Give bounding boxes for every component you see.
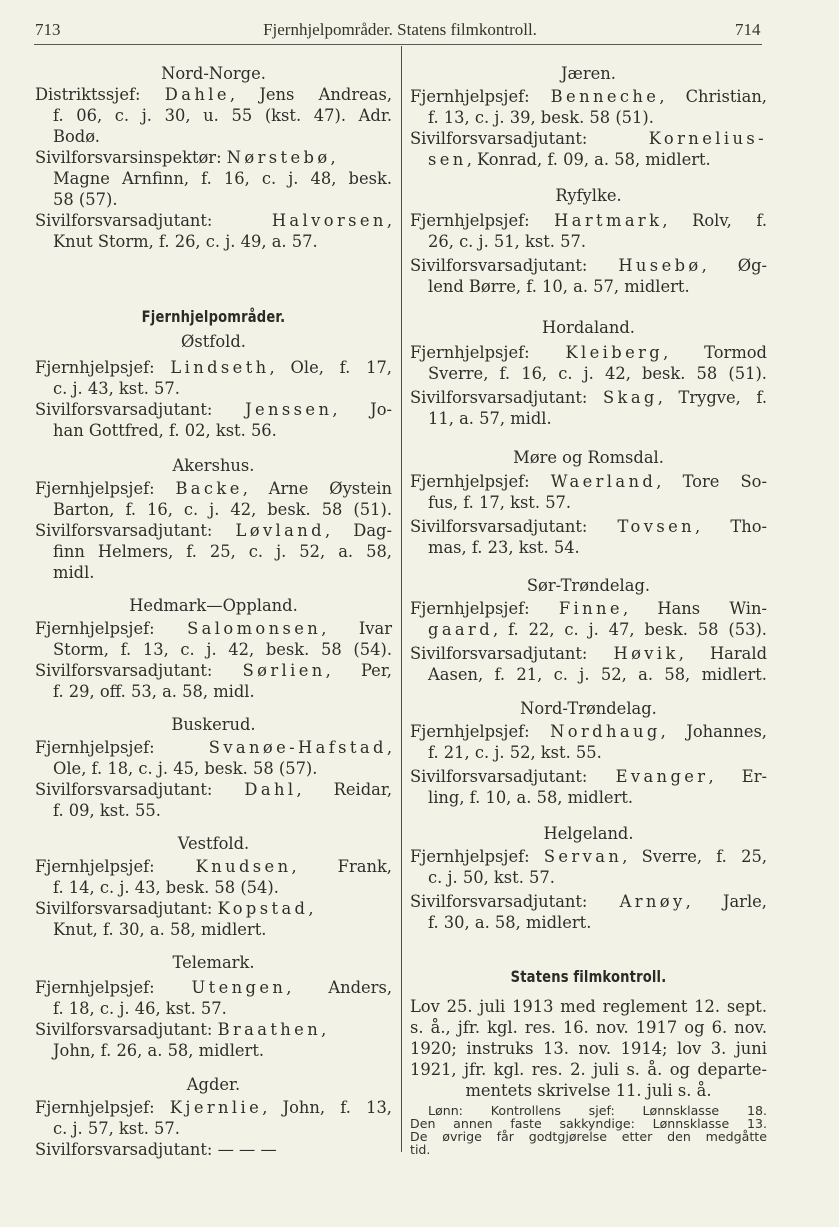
salary-line: De øvrige får godtgjørelse etter den medgåtte <box>410 1129 767 1144</box>
entry-line: 11, a. 57, midl. <box>428 409 552 428</box>
entry-line: Fjernhjelpsjef: Finne, Hans Win- <box>410 599 767 618</box>
entry-line: Fjernhjelpsjef: Lindseth, Ole, f. 17, <box>35 358 392 377</box>
entry-line: ling, f. 10, a. 58, midlert. <box>428 788 634 807</box>
region-heading-ostfold: Østfold. <box>181 332 246 351</box>
entry-line: han Gottfred, f. 02, kst. 56. <box>53 421 277 440</box>
entry-line: Barton, f. 16, c. j. 42, besk. 58 (51). <box>53 500 392 519</box>
entry-line: f. 13, c. j. 39, besk. 58 (51). <box>428 108 654 127</box>
entry-line: 58 (57). <box>53 190 118 209</box>
entry-line: f. 14, c. j. 43, besk. 58 (54). <box>53 878 279 897</box>
salary-line: Lønn: Kontrollens sjef: Lønnsklasse 18. <box>428 1103 767 1118</box>
entry-line: Aasen, f. 21, c. j. 52, a. 58, midlert. <box>428 665 767 684</box>
entry-line: sen, Konrad, f. 09, a. 58, midlert. <box>428 150 711 169</box>
entry-line: Fjernhjelpsjef: Salomonsen, Ivar <box>35 619 392 638</box>
entry-line: f. 06, c. j. 30, u. 55 (kst. 47). Adr. <box>53 106 392 125</box>
entry-line: Fjernhjelpsjef: Kleiberg, Tormod <box>410 343 767 362</box>
entry-line: Fjernhjelpsjef: Nordhaug, Johannes, <box>410 722 767 741</box>
entry-line: mas, f. 23, kst. 54. <box>428 538 580 557</box>
entry-line: f. 21, c. j. 52, kst. 55. <box>428 743 602 762</box>
entry-line: Fjernhjelpsjef: Knudsen, Frank, <box>35 857 392 876</box>
entry-line: Sverre, f. 16, c. j. 42, besk. 58 (51). <box>428 364 767 383</box>
salary-line: Den annen faste sakkyndige: Lønnsklasse 13. <box>410 1116 767 1131</box>
entry-line: Fjernhjelpsjef: Svanøe-Hafstad, <box>35 738 392 757</box>
entry-line: Bodø. <box>53 127 100 146</box>
entry-line: Fjernhjelpsjef: Utengen, Anders, <box>35 978 392 997</box>
entry-line: fus, f. 17, kst. 57. <box>428 493 572 512</box>
region-heading-more-romsdal: Møre og Romsdal. <box>513 448 664 467</box>
region-heading-telemark: Telemark. <box>172 953 255 972</box>
entry-line: Sivilforsvarsadjutant: Husebø, Øg- <box>410 256 767 275</box>
entry-line: Fjernhjelpsjef: Benneche, Christian, <box>410 87 767 106</box>
entry-line: Sivilforsvarsadjutant: Høvik, Harald <box>410 644 767 663</box>
entry-line: 26, c. j. 51, kst. 57. <box>428 232 587 251</box>
entry-line: Sivilforsvarsinspektør: Nørstebø, <box>35 148 336 167</box>
region-heading-jaeren: Jæren. <box>561 64 616 83</box>
entry-line: finn Helmers, f. 25, c. j. 52, a. 58, <box>53 542 392 561</box>
entry-line: Fjernhjelpsjef: Backe, Arne Øystein <box>35 479 392 498</box>
page-number-left: 713 <box>35 20 61 39</box>
entry-line: midl. <box>53 563 95 582</box>
section-title-statens-filmkontroll: Statens filmkontroll. <box>510 967 667 986</box>
entry-line: Storm, f. 13, c. j. 42, besk. 58 (54). <box>53 640 392 659</box>
region-heading-hedmark-oppland: Hedmark—Oppland. <box>129 596 298 615</box>
header-rule <box>34 44 762 45</box>
entry-line: gaard, f. 22, c. j. 47, besk. 58 (53). <box>428 620 767 639</box>
region-heading-nord-norge: Nord-Norge. <box>161 64 266 83</box>
entry-line: f. 30, a. 58, midlert. <box>428 913 592 932</box>
page-number-right: 714 <box>735 20 761 39</box>
body-line: 1921, jfr. kgl. res. 2. juli s. å. og departe- <box>410 1060 767 1079</box>
entry-line: Sivilforsvarsadjutant: Løvland, Dag- <box>35 521 392 540</box>
entry-line: Sivilforsvarsadjutant: Dahl, Reidar, <box>35 780 392 799</box>
entry-line: lend Børre, f. 10, a. 57, midlert. <box>428 277 690 296</box>
entry-line: f. 18, c. j. 46, kst. 57. <box>53 999 227 1018</box>
entry-line: Magne Arnfinn, f. 16, c. j. 48, besk. <box>53 169 392 188</box>
entry-line: Sivilforsvarsadjutant: Sørlien, Per, <box>35 661 392 680</box>
region-heading-buskerud: Buskerud. <box>171 715 256 734</box>
entry-line: John, f. 26, a. 58, midlert. <box>53 1041 265 1060</box>
entry-line: Knut Storm, f. 26, c. j. 49, a. 57. <box>53 232 318 251</box>
region-heading-ryfylke: Ryfylke. <box>555 186 622 205</box>
column-divider <box>401 46 402 1152</box>
section-title-fjernhjelpomrader: Fjernhjelpområder. <box>141 307 286 326</box>
entry-line: Sivilforsvarsadjutant: Kornelius- <box>410 129 767 148</box>
entry-line: Fjernhjelpsjef: Hartmark, Rolv, f. <box>410 211 767 230</box>
region-heading-sor-trondelag: Sør-Trøndelag. <box>526 576 651 595</box>
entry-line: Sivilforsvarsadjutant: Jenssen, Jo- <box>35 400 392 419</box>
entry-line: Fjernhjelpsjef: Waerland, Tore So- <box>410 472 767 491</box>
entry-line: Sivilforsvarsadjutant: Tovsen, Tho- <box>410 517 767 536</box>
entry-line: Fjernhjelpsjef: Servan, Sverre, f. 25, <box>410 847 767 866</box>
body-line: 1920; instruks 13. nov. 1914; lov 3. juni <box>410 1039 767 1058</box>
entry-line: Sivilforsvarsadjutant: — — — <box>35 1140 277 1159</box>
body-line: s. å., jfr. kgl. res. 16. nov. 1917 og 6. nov. <box>410 1018 767 1037</box>
entry-line: f. 29, off. 53, a. 58, midl. <box>53 682 255 701</box>
entry-line: Sivilforsvarsadjutant: Evanger, Er- <box>410 767 767 786</box>
entry-line: f. 09, kst. 55. <box>53 801 161 820</box>
entry-line: c. j. 57, kst. 57. <box>53 1119 180 1138</box>
entry-line: Sivilforsvarsadjutant: Skag, Trygve, f. <box>410 388 767 407</box>
region-heading-vestfold: Vestfold. <box>177 834 250 853</box>
entry-line: Sivilforsvarsadjutant: Braathen, <box>35 1020 327 1039</box>
running-head <box>0 18 839 42</box>
entry-line: Sivilforsvarsadjutant: Halvorsen, <box>35 211 392 230</box>
entry-line: Distriktssjef: Dahle, Jens Andreas, <box>35 85 392 104</box>
entry-line: c. j. 43, kst. 57. <box>53 379 180 398</box>
body-line: Lov 25. juli 1913 med reglement 12. sept. <box>410 997 767 1016</box>
entry-line: Sivilforsvarsadjutant: Kopstad, <box>35 899 314 918</box>
region-heading-helgeland: Helgeland. <box>543 824 634 843</box>
entry-line: Fjernhjelpsjef: Kjernlie, John, f. 13, <box>35 1098 392 1117</box>
region-heading-agder: Agder. <box>186 1075 241 1094</box>
entry-line: c. j. 50, kst. 57. <box>428 868 555 887</box>
entry-line: Sivilforsvarsadjutant: Arnøy, Jarle, <box>410 892 767 911</box>
entry-line: Knut, f. 30, a. 58, midlert. <box>53 920 267 939</box>
salary-line: tid. <box>410 1142 431 1157</box>
region-heading-hordaland: Hordaland. <box>542 318 635 337</box>
region-heading-akershus: Akershus. <box>172 456 255 475</box>
running-title: Fjernhjelpområder. Statens filmkontroll. <box>263 20 537 39</box>
region-heading-nord-trondelag: Nord-Trøndelag. <box>520 699 657 718</box>
entry-line: Ole, f. 18, c. j. 45, besk. 58 (57). <box>53 759 318 778</box>
body-line: mentets skrivelse 11. juli s. å. <box>465 1081 712 1100</box>
